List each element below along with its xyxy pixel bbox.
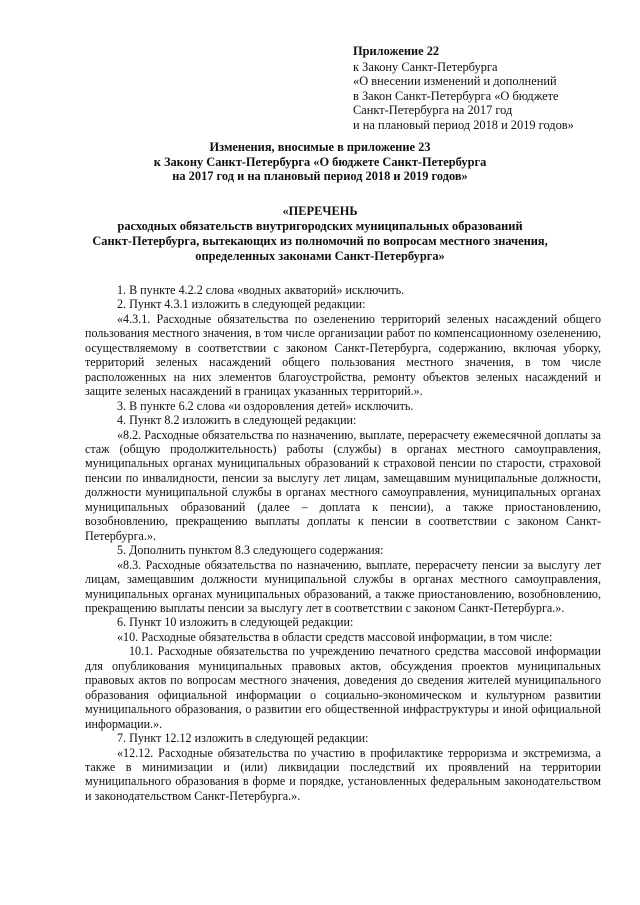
- paragraph-item-7: 7. Пункт 12.12 изложить в следующей редакции:: [117, 731, 369, 746]
- appendix-title: Приложение 22: [353, 44, 440, 58]
- changes-title-line: к Закону Санкт-Петербурга «О бюджете Санкт-Петербурга: [153, 154, 487, 169]
- appendix-line: к Закону Санкт-Петербурга: [353, 59, 498, 74]
- paragraph-quote-10: «10. Расходные обязательства в области средств массовой информации, в том числе:: [117, 629, 553, 644]
- appendix-header: [353, 44, 633, 133]
- appendix-line: Санкт-Петербурга на 2017 год: [353, 103, 513, 118]
- changes-title: [90, 140, 550, 184]
- paragraph-item-4: 4. Пункт 8.2 изложить в следующей редакции:: [117, 413, 357, 428]
- list-title: [60, 204, 580, 264]
- changes-title-line: Изменения, вносимые в приложение 23: [209, 140, 431, 154]
- paragraph-quote-10-1: 10.1. Расходные обязательства по учреждению печатного средства массовой информации для опубликования муниципальных правовых актов, обсуждения проектов муниципальных правовых актов по вопросам местного значения, доведения до сведения жителей муниципального образования официальной информации о социально-экономическом и культурном развитии муниципального образования, о развитии его общественной инфраструктуры и иной официальной информации.».: [85, 644, 601, 731]
- list-title-line: «ПЕРЕЧЕНЬ: [282, 204, 358, 218]
- list-title-line: расходных обязательств внутригородских муниципальных образований: [117, 219, 523, 233]
- changes-title-line: на 2017 год и на плановый период 2018 и 2019 годов»: [172, 169, 468, 184]
- paragraph-quote-12-12: «12.12. Расходные обязательства по участию в профилактике терроризма и экстремизма, а также в минимизации и (или) ликвидации последствий их проявлений на территории муниципального образования в форме и порядке, установленных федеральным законодательством и законодательством Санкт-Петербурга.».: [85, 745, 601, 803]
- paragraph-item-6: 6. Пункт 10 изложить в следующей редакции:: [117, 615, 354, 630]
- list-title-line: определенных законами Санкт-Петербурга»: [195, 249, 445, 263]
- appendix-line: в Закон Санкт-Петербурга «О бюджете: [353, 88, 559, 103]
- document-body: [85, 283, 601, 803]
- paragraph-quote-8-2: «8.2. Расходные обязательства по назначению, выплате, перерасчету ежемесячной доплаты за стаж (общую продолжительность) работы (службы) в органах местного самоуправления, муниципальных органах муниципальных образований к страховой пенсии по старости, страховой пенсии по инвалидности, пенсии за выслугу лет лицам, замещавшим муниципальные должности, должности муниципальной службы в органах местного самоуправления, муниципальных органах муниципальных образований (далее – доплата к пенсии), а также приостановлению, возобновлению, прекращению выплаты доплаты к пенсии в соответствии с законом Санкт-Петербурга.».: [85, 427, 601, 543]
- paragraph-item-3: 3. В пункте 6.2 слова «и оздоровления детей» исключить.: [117, 398, 414, 413]
- paragraph-item-5: 5. Дополнить пунктом 8.3 следующего содержания:: [117, 543, 384, 558]
- appendix-line: «О внесении изменений и дополнений: [353, 74, 557, 89]
- appendix-line: и на плановый период 2018 и 2019 годов»: [353, 117, 574, 132]
- paragraph-quote-4-3-1: «4.3.1. Расходные обязательства по озеленению территорий зеленых насаждений общего пользования местного значения, в том числе организации работ по компенсационному озеленению, осуществляемому в соответствии с законом Санкт-Петербурга, содержанию, включая уборку, территорий зеленых насаждений общего пользования местного значения, в том числе расположенных на них элементов благоустройства, ремонту объектов зеленых насаждений и защите зеленых насаждений в границах указанных территорий.».: [85, 311, 601, 399]
- paragraph-item-1: 1. В пункте 4.2.2 слова «водных акваторий» исключить.: [117, 283, 405, 297]
- paragraph-item-2: 2. Пункт 4.3.1 изложить в следующей редакции:: [117, 297, 366, 312]
- paragraph-quote-8-3: «8.3. Расходные обязательства по назначению, выплате, перерасчету пенсии за выслугу лет лицам, замещавшим должности муниципальной службы в органах местного самоуправления, муниципальных органах муниципальных образований, а также приостановлению, возобновлению, прекращению выплаты пенсии за выслугу лет в соответствии с законом Санкт-Петербурга.».: [85, 557, 601, 615]
- list-title-line: Санкт-Петербурга, вытекающих из полномочий по вопросам местного значения,: [92, 234, 548, 248]
